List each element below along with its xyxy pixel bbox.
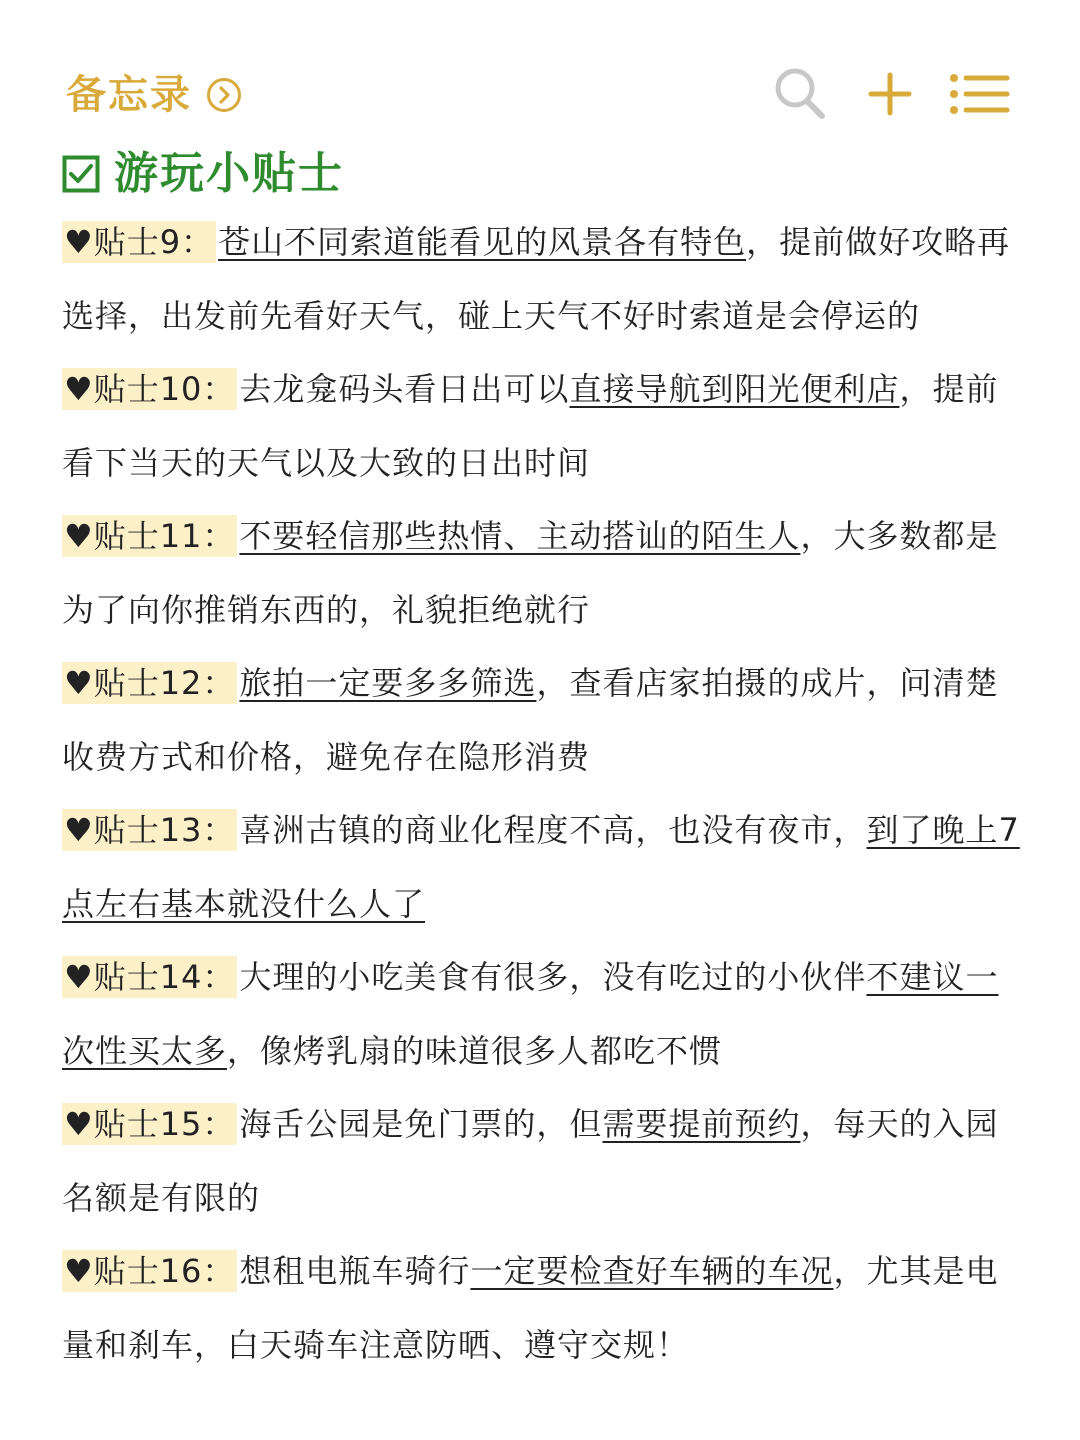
tip-underlined-text: 不建议一次性买太多	[62, 958, 999, 1070]
tip-underlined-text: 旅拍一定要多多筛选	[239, 664, 537, 702]
tip-underlined-text: 到了晚上7点左右基本就没什么人了	[62, 811, 1020, 923]
tip-label: ♥贴士9：	[64, 223, 215, 261]
back-title: 备忘录	[66, 72, 192, 118]
tip-text: ，大多数都是为了向你推销东西的，礼貌拒绝就行	[62, 517, 999, 629]
tip-text: ，提前看下当天的天气以及大致的日出时间	[62, 370, 999, 482]
search-button[interactable]	[768, 62, 832, 126]
tip-text: ，查看店家拍摄的成片，问清楚收费方式和价格，避免存在隐形消费	[62, 664, 999, 776]
tip-label: ♥贴士15：	[64, 1105, 236, 1143]
tip-text: 海舌公园是免门票的，但	[239, 1105, 603, 1143]
tip-item	[62, 941, 1022, 1088]
tip-underlined-text: 需要提前预约	[602, 1105, 801, 1143]
list-menu-icon	[949, 73, 1011, 115]
tip-label: ♥贴士10：	[64, 370, 236, 408]
tip-underlined-text: 苍山不同索道能看见的风景各有特色	[218, 223, 747, 261]
tip-text: 喜洲古镇的商业化程度不高，也没有夜市，	[239, 811, 867, 849]
plus-icon	[867, 71, 913, 117]
tips-list	[62, 206, 1022, 1382]
tip-item	[62, 500, 1022, 647]
note-title-text: 游玩小贴士	[114, 148, 344, 199]
note-title	[62, 146, 344, 202]
tip-item	[62, 206, 1022, 353]
checkbox-icon[interactable]	[62, 155, 100, 193]
tip-underlined-text: 一定要检查好车辆的车况	[470, 1252, 834, 1290]
tip-underlined-text: 直接导航到阳光便利店	[569, 370, 900, 408]
tip-text: ，每天的入园名额是有限的	[62, 1105, 999, 1217]
tip-item	[62, 647, 1022, 794]
add-note-button[interactable]	[858, 62, 922, 126]
list-menu-button[interactable]	[944, 62, 1016, 126]
circle-chevron-right-icon	[206, 77, 242, 113]
back-to-notes-button[interactable]	[66, 70, 242, 120]
tip-label: ♥贴士12：	[64, 664, 236, 702]
tip-label: ♥贴士11：	[64, 517, 236, 555]
tip-label: ♥贴士16：	[64, 1252, 236, 1290]
tip-underlined-text: 不要轻信那些热情、主动搭讪的陌生人	[239, 517, 801, 555]
search-icon	[772, 65, 828, 123]
tip-text: ，像烤乳扇的味道很多人都吃不惯	[227, 1031, 723, 1070]
tip-text: 去龙龛码头看日出可以	[239, 370, 570, 408]
tip-item	[62, 1088, 1022, 1235]
tip-text: 想租电瓶车骑行	[239, 1252, 471, 1290]
tip-label: ♥贴士13：	[64, 811, 236, 849]
tip-text: 大理的小吃美食有很多，没有吃过的小伙伴	[239, 958, 867, 996]
top-bar	[0, 62, 1080, 132]
tip-item	[62, 1235, 1022, 1382]
tip-item	[62, 794, 1022, 941]
tip-item	[62, 353, 1022, 500]
tip-text: ，尤其是电量和刹车，白天骑车注意防晒、遵守交规！	[62, 1252, 999, 1364]
tip-text: ，提前做好攻略再选择，出发前先看好天气，碰上天气不好时索道是会停运的	[62, 223, 1011, 335]
tip-label: ♥贴士14：	[64, 958, 236, 996]
